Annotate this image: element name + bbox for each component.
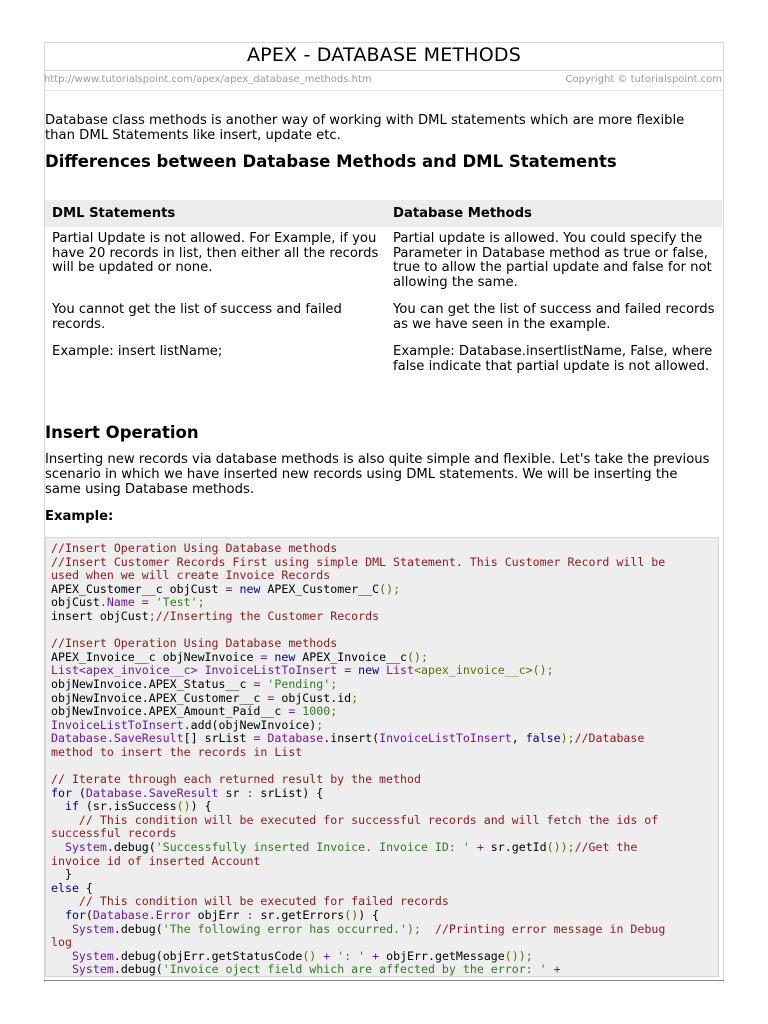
code-token: ( [71,785,86,800]
code-token [547,962,554,976]
code-token: ; [197,595,205,610]
code-token: invoice id of inserted Account [51,853,261,868]
code-token: } [51,867,72,882]
code-token: = [344,663,352,678]
code-token: : [246,785,254,800]
code-token: srList) { [253,785,324,800]
code-token: + [372,948,380,963]
code-token: .debug(objErr.getStatusCode [113,948,303,963]
code-line [51,624,713,638]
code-line [51,569,713,583]
code-block [45,537,719,977]
code-token: (sr.isSuccess [78,799,177,814]
code-line [51,923,713,937]
code-line [51,963,713,977]
code-token: ()); [546,840,575,855]
example-label: Example: [45,509,114,524]
code-token: //Insert Customer Records First using simple DML Statement. This Customer Record will be [51,554,666,569]
code-line [51,950,713,964]
code-token: ); [560,731,575,746]
table-cell: Partial update is allowed. You could specify the Parameter in Database method as true or false, true to allow the partial update and false for not allowing the same. [393,231,712,290]
code-token: ( [85,908,93,923]
code-token: objErr [190,908,247,923]
code-token: + [553,962,561,977]
code-token: ) { [358,908,380,923]
code-token: new [274,649,296,664]
code-token: APEX_Customer__c objCust [51,581,226,596]
code-token: System [71,948,114,963]
code-token: //Insert Operation Using Database methods [51,636,338,651]
code-token: objNewInvoice.APEX_Amount_Paid__c [51,704,289,719]
code-token: List<apex_invoice__c> [51,663,198,678]
table-row [45,340,722,382]
code-token [51,799,65,813]
code-token: method to insert the records in List [51,744,303,759]
page-bottom-divider [44,980,724,981]
code-token [198,663,205,677]
code-token: 1000 [302,704,331,719]
copyright-notice: Copyright © tutorialspoint.com [565,74,722,85]
intro-paragraph: Database class methods is another way of working with DML statements which are more flexible than DML Statements like insert, update etc. [45,113,685,143]
code-line [51,841,713,855]
code-token: if [64,799,79,814]
code-token: APEX_Invoice__c objNewInvoice [51,649,261,664]
code-token: 'Successfully inserted Invoice. Invoice ID: ' [155,840,470,855]
code-line [51,692,713,706]
code-token: = [253,676,261,691]
code-line [51,583,713,597]
code-token: successful records [51,826,177,841]
code-token: //Database [574,731,645,746]
code-token: = [253,731,261,746]
differences-heading: Differences between Database Methods and DML Statements [45,152,617,171]
table-cell: Example: insert listName; [52,344,223,359]
code-token: + [323,948,331,963]
insert-operation-paragraph: Inserting new records via database methods is also quite simple and flexible. Let's take the previous scenario in which we have inserted new records using DML statements. We will be inserting the same using Database methods. [45,452,710,497]
code-token: objNewInvoice.APEX_Customer__c [51,690,268,705]
code-token: //Get the [574,840,638,855]
code-token: = [260,649,268,664]
code-line [51,705,713,719]
code-token: .debug( [113,921,163,936]
code-token: 'Pending' [267,676,331,691]
code-token: new [239,581,261,596]
code-token: = [225,581,233,596]
code-token: .add(objNewInvoice) [183,717,317,732]
code-token: for [64,908,86,923]
code-line [51,882,713,896]
code-token: System [64,840,107,855]
code-token: //Printing error message in Debug [434,921,666,936]
code-token: InvoiceListToInsert [204,663,338,678]
table-cell: You cannot get the list of success and failed records. [52,302,342,332]
code-token: false [525,731,561,746]
code-line [51,909,713,923]
column-header-database: Database Methods [386,200,722,227]
code-token: InvoiceListToInsert [51,717,184,732]
code-token: : [246,908,254,923]
code-token: Database.SaveResult [85,785,219,800]
code-line [51,651,713,665]
code-token: objErr.getMessage [379,948,505,963]
code-token: .insert( [323,731,380,746]
code-token [51,813,79,827]
code-token [149,595,156,609]
code-line [51,732,713,746]
code-line [51,556,713,570]
title-divider [44,70,724,71]
code-token [421,922,435,936]
code-token: objCust [51,595,100,610]
table-cell: You can get the list of success and failed records as we have seen in the example. [393,302,715,332]
code-line [51,542,713,556]
code-token [51,962,72,976]
code-token: 'The following error has occurred.' [162,921,408,936]
code-token: // This condition will be executed for successful records and will fetch the ids of [78,812,659,827]
code-line [51,895,713,909]
code-token: System [71,921,114,936]
code-token: Database [267,731,324,746]
code-token: APEX_Invoice__c [295,649,408,664]
code-line [51,610,713,624]
table-cell: Partial Update is not allowed. For Example, if you have 20 records in list, then either all the records will be updated or none. [52,231,379,275]
code-token [470,840,477,854]
code-token: ; [316,717,324,732]
code-token: InvoiceListToInsert [379,731,512,746]
code-token: ': ' [337,948,366,963]
code-token: //Inserting the Customer Records [155,608,380,623]
table-row [45,227,722,298]
code-token: sr.getErrors [253,908,345,923]
code-token: List [386,663,415,678]
insert-operation-heading: Insert Operation [45,423,199,442]
comparison-table [45,200,722,382]
code-token: //Insert Operation Using Database methods [51,541,338,555]
code-line [51,868,713,882]
code-token: used when we will create Invoice Records [51,568,331,583]
code-line [51,800,713,814]
code-line [51,760,713,774]
table-row [45,298,722,340]
table-header-row [45,200,722,227]
source-url[interactable]: http://www.tutorialspoint.com/apex/apex_database_methods.htm [44,74,372,85]
code-token: = [288,704,296,719]
code-token: sr.getId [483,840,547,855]
code-token: sr [218,785,247,800]
code-line [51,596,713,610]
code-token: , [511,731,526,746]
code-token: + [476,840,484,855]
code-line [51,773,713,787]
code-token: { [78,880,93,895]
code-token: objNewInvoice.APEX_Status__c [51,676,254,691]
code-line [51,637,713,651]
code-line [51,814,713,828]
code-token: .debug( [113,962,163,977]
page-title: APEX - DATABASE METHODS [246,44,522,66]
code-token: // Iterate through each returned result by the method [51,772,421,787]
code-token: = [141,595,149,610]
code-token: // This condition will be executed for failed records [78,894,449,909]
code-token: () [302,948,317,963]
code-token: ; [351,690,359,705]
code-token [51,922,72,936]
code-token: System [71,962,114,977]
code-token: [] srList [183,731,254,746]
code-token: ) { [190,799,212,814]
code-token: ; [330,704,338,719]
code-token [51,840,65,854]
table-cell: Example: Database.insertlistName, False, where false indicate that partial update is not allowed. [393,344,713,374]
code-token: for [51,785,72,800]
code-token: ; [330,676,338,691]
code-line [51,678,713,692]
code-token: .Name [99,595,135,610]
code-token: new [358,663,380,678]
code-token: (); [407,649,428,664]
code-line [51,719,713,733]
code-line [51,746,713,760]
code-line [51,827,713,841]
code-token: objCust.id [274,690,352,705]
code-token [51,894,79,908]
code-token: log [51,935,72,950]
column-header-dml: DML Statements [45,200,386,227]
code-token: insert objCust [51,608,149,623]
code-token: ; [148,608,156,623]
code-token: = [267,690,275,705]
code-line [51,664,713,678]
code-line [51,787,713,801]
code-token: Database.Error [92,908,191,923]
code-token [51,949,72,963]
code-token [51,908,65,922]
code-line [51,855,713,869]
code-token [135,595,142,609]
code-token: Database.SaveResult [51,731,184,746]
code-token: () [176,799,191,814]
code-token: 'Invoice oject field which are affected by the error: ' [162,962,547,977]
code-token: () [344,908,359,923]
code-line [51,936,713,950]
code-token: ()); [504,948,533,963]
code-token: 'Test' [155,595,198,610]
code-token: APEX_Customer__C [260,581,380,596]
header-divider [44,90,724,91]
code-token: ); [407,921,421,936]
code-token: else [51,880,79,895]
code-token: <apex_invoice__c>(); [414,663,554,678]
code-token: (); [379,581,401,596]
code-token: .debug( [106,840,156,855]
